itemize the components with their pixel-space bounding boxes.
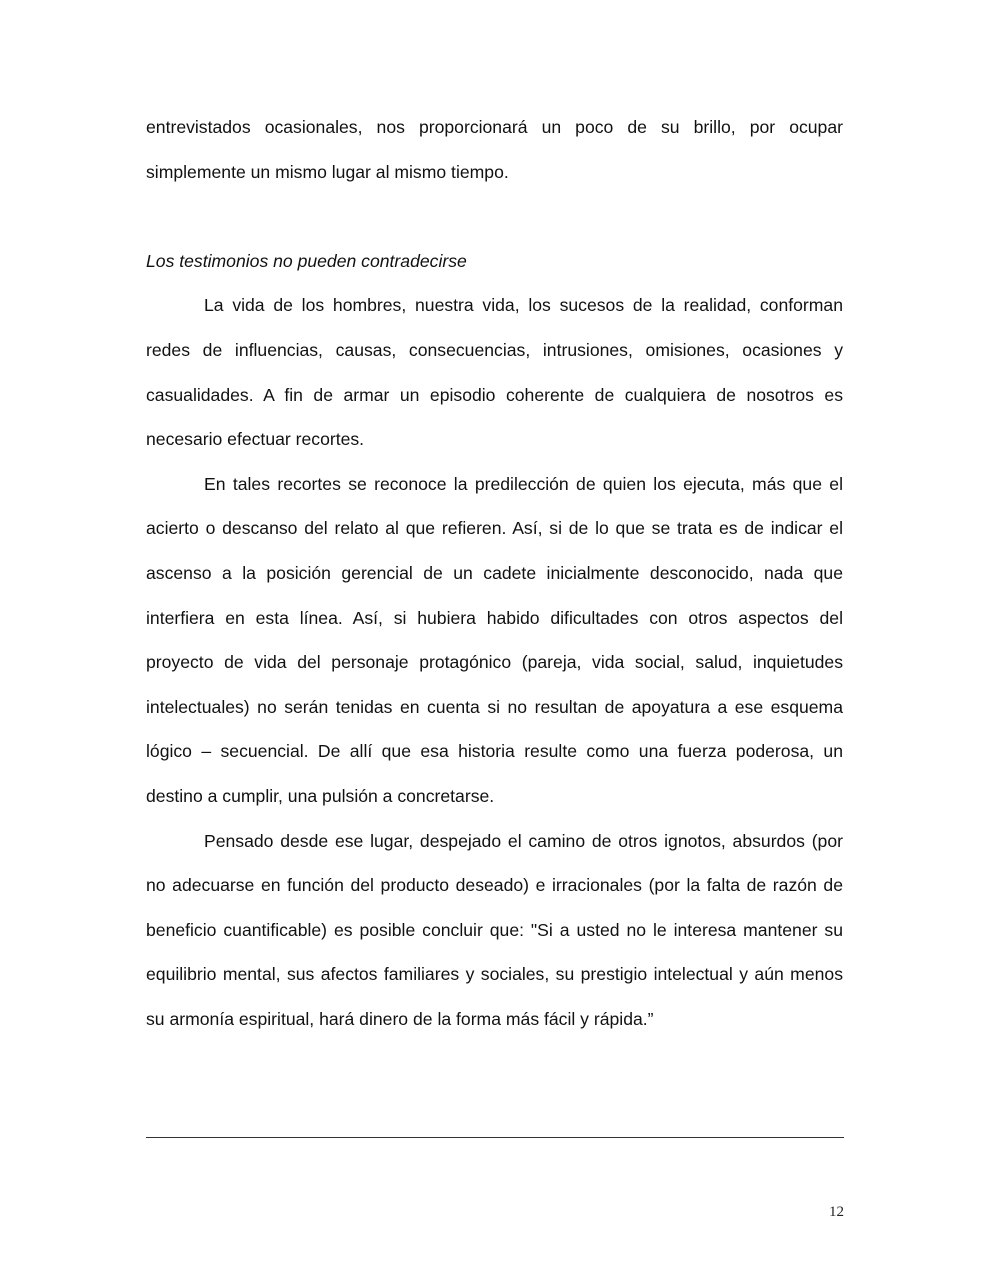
footer-divider [146, 1137, 844, 1138]
section-spacer [146, 194, 843, 239]
section-heading: Los testimonios no pueden contradecirse [146, 250, 467, 271]
body-paragraph: Pensado desde ese lugar, despejado el camino de otros ignotos, absurdos (por no adecuarse en función del producto deseado) e irracionales (por la falta de razón de beneficio cuantificable) es posible concluir que: "Si a usted no le interesa mantener su equilibrio mental, sus afectos familiares y sociales, su prestigio intelectual y aún menos su armonía espiritual, hará dinero de la forma más fácil y rápida.” [146, 830, 843, 1029]
body-paragraph: La vida de los hombres, nuestra vida, los sucesos de la realidad, conforman redes de influencias, causas, consecuencias, intrusiones, omisiones, ocasiones y casualidades. A fin de armar un episodio coherente de cualquiera de nosotros es necesario efectuar recortes. [146, 295, 843, 450]
page-number: 12 [829, 1204, 844, 1220]
document-body [146, 105, 843, 1041]
body-paragraph: En tales recortes se reconoce la predilección de quien los ejecuta, más que el acierto o descanso del relato al que refieren. Así, si de lo que se trata es de indicar el ascenso a la posición gerencial de un cadete inicialmente desconocido, nada que interfiera en esta línea. Así, si hubiera habido dificultades con otros aspectos del proyecto de vida del personaje protagónico (pareja, vida social, salud, inquietudes intelectuales) no serán tenidas en cuenta si no resultan de apoyatura a ese esquema lógico – secuencial. De allí que esa historia resulte como una fuerza poderosa, un destino a cumplir, una pulsión a concretarse. [146, 473, 843, 806]
continuation-paragraph: entrevistados ocasionales, nos proporcionará un poco de su brillo, por ocupar simplemente un mismo lugar al mismo tiempo. [146, 117, 843, 182]
